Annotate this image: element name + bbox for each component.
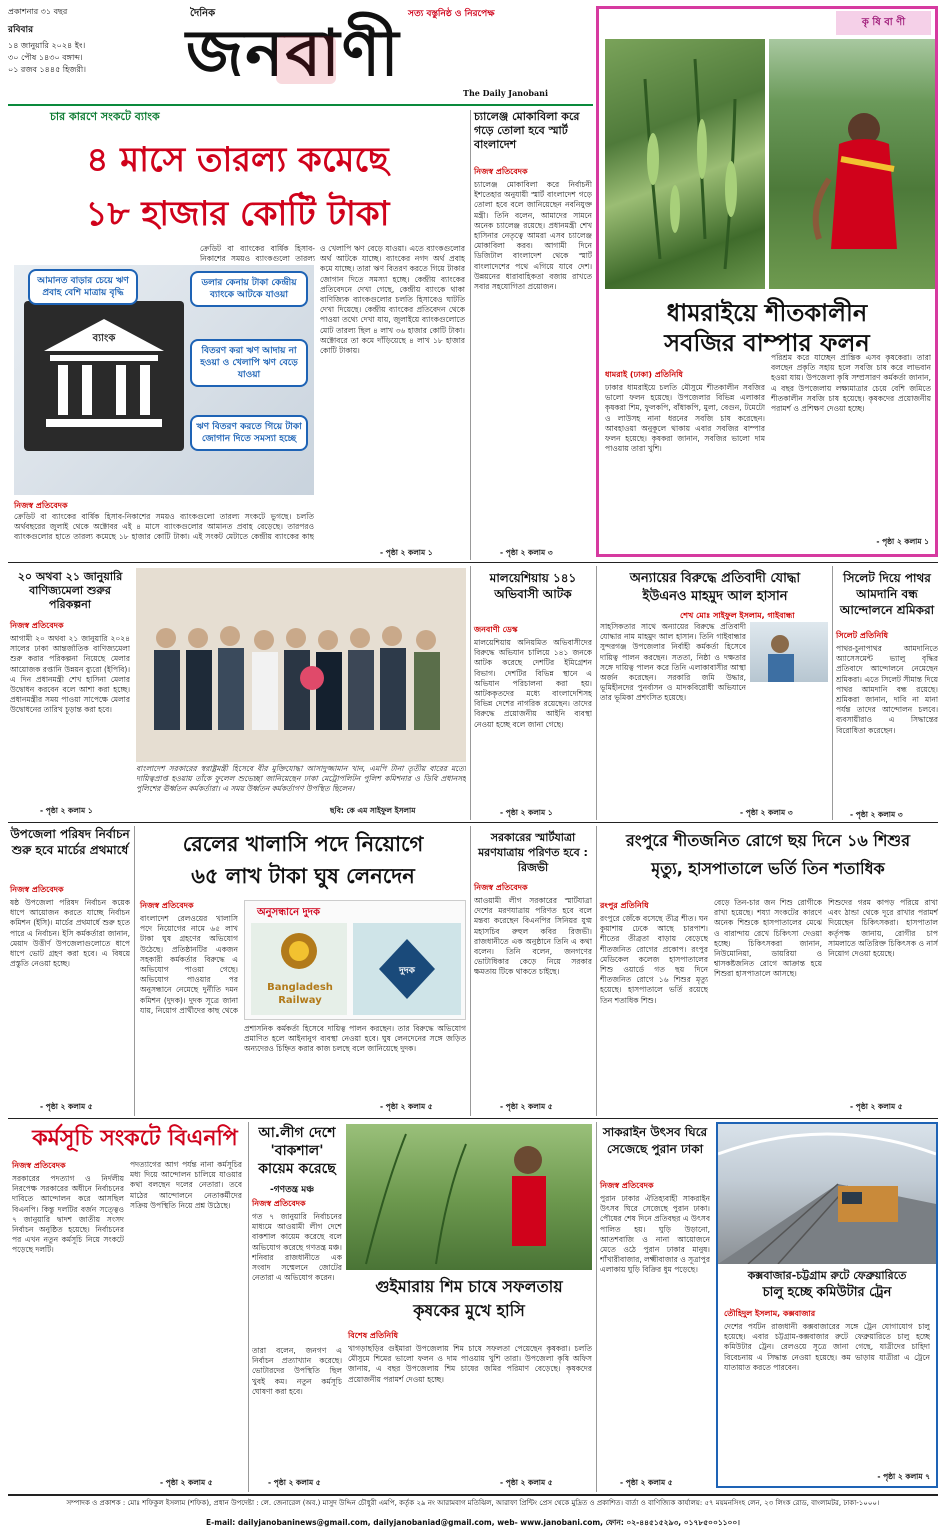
section-rule-1	[8, 562, 938, 563]
lead-text-col2: ও খেলাপি ঋণ বেড়ে যাওয়া। এতে ব্যাংকগুলোর অর্থ আটকে যাচ্ছে। ব্যাংকের নগদ অর্থ প্রবাহ কমে যাচ্ছে। তারা ঋণ বিতরণ করতে গিয়ে টাকার জোগান দিতে সমস্যা হচ্ছে। কেন্দ্রীয় ব্যাংকের প্রতিবেদনে দেখা গেছে, কেন্দ্রীয় ব্যাংকে থাকা বাণিজ্যিক ব্যাংকগুলোর চলতি হিসাবেও ঘাটতি দেখা দিয়েছে। কেন্দ্রীয় ব্যাংকের প্রতিবেদন থেকে পাওয়া তথ্যে দেখা যায়, জুলাইয়ে ব্যাংকগুলোতে মোট তারল্য ছিল ৪ লাখ ৩৬ হাজার কোটি টাকা। অক্টোবরে তা কমে দাঁড়িয়েছে ৪ লাখ ১৮ হাজার কোটি টাকায়।	[320, 244, 465, 356]
commuter-continued: - পৃষ্ঠা ২ কলাম ৭	[877, 1472, 930, 1481]
railway-inset-label: অনুসন্ধানে দুদক	[257, 907, 321, 918]
bean-farmer-photo	[346, 1124, 592, 1270]
sakrain-text: পুরান ঢাকার ঐতিহ্যবাহী সাকরাইন উৎসব ঘিরে সেজেছে পুরান ঢাকা। পৌষের শেষ দিনে প্রতিবছর এ উৎসব পালিত হয়। ঘুড়ি উড়ানো, আতশবাজি ও নানা আয়োজনে মেতে ওঠে পুরান ঢাকার মানুষ। শাঁখারীবাজার, লক্ষ্মীবাজার ও সূত্রাপুর এলাকায় ঘুড়ি বিক্রির ধুম পড়েছে।	[600, 1194, 710, 1275]
col-rule-6	[470, 826, 471, 1116]
al-baksal-text-col1: গত ৭ জানুয়ারি নির্বাচনের মাধ্যমে আওয়ামী লীগ দেশে বাকশাল কায়েম করেছে বলে অভিযোগ করেছে গণতন্ত্র মঞ্চ। শনিবার রাজধানীতে এক সংবাদ সম্মেলনে জোটের নেতারা এ অভিযোগ করেন।	[252, 1212, 342, 1283]
railway-logo-text: Bangladesh Railway	[267, 982, 333, 1006]
lead-text-col1: ক্রেডিট বা ব্যাংকের বার্ষিক হিসাব-নিকাশের সময়ও ব্যাংকগুলো তারল্য	[200, 244, 315, 264]
newspaper-logo: জনবাণী	[186, 17, 401, 91]
trade-fair-byline: নিজস্ব প্রতিবেদক	[10, 621, 64, 630]
railway-continued: - পৃষ্ঠা ২ কলাম ৫	[380, 1102, 433, 1111]
section-rule-2	[8, 822, 938, 823]
trade-fair-headline: ২০ অথবা ২১ জানুয়ারি বাণিজ্যমেলা শুরুর পরিকল্পনা	[17, 570, 123, 611]
group-photo-graphic	[136, 568, 466, 762]
lead-headline-1: ৪ মাসে তারল্য কমেছে	[86, 140, 389, 180]
upazila-headline: উপজেলা পরিষদ নির্বাচন শুরু হবে মার্চের প্রথমার্ধে	[10, 827, 130, 857]
rijvi-headline: সরকারের স্মার্টযাত্রা মরণযাত্রায় পরিণত হবে : রিজভী	[478, 831, 588, 874]
center-photo-caption: বাংলাদেশ সরকারের স্বরাষ্ট্রমন্ত্রী হিসেবে বীর মুক্তিযোদ্ধা আসাদুজ্জামান খান, এমপি টানা তৃতীয় বারের মতো দায়িত্বপ্রাপ্ত হওয়ায় তাঁকে ফুলেল শুভেচ্ছা জানিয়েছেন ঢাকা মেট্রোপলিটন পুলিশ কমিশনার ও ডিবি প্রধানসহ পুলিশের ঊর্ধ্বতন কর্মকর্তারা। এ সময় উর্ধ্বতন কর্মকর্তাগণ উপস্থিত ছিলেন।	[136, 764, 466, 794]
dhamrai-headline-1: ধামরাইয়ে শীতকালীন	[666, 299, 868, 327]
uno-photo	[750, 622, 828, 682]
guimara-headline-2: কৃষকের মুখে হাসি	[413, 1301, 525, 1320]
sylhet-headline: সিলেট দিয়ে পাথর আমদানি বন্ধ আন্দোলনে শ্রমিকরা	[839, 571, 935, 617]
dhamrai-headline-2: সবজির বাম্পার ফলন	[664, 329, 870, 357]
col-rule-8	[248, 1122, 249, 1492]
railway-text-col2: প্রশাসনিক কর্মকর্তা হিসেবে দায়িত্ব পালন করছেন। তার বিরুদ্ধে অভিযোগ প্রমাণিত হলে আইনানুগ ব্যবস্থা নেওয়া হবে। ঘুষ লেনদেনের সঙ্গে জড়িত অন্যদেরও চিহ্নিত করার কাজ চলছে বলে জানিয়েছে দুদক।	[244, 1024, 466, 1054]
dhamrai-text-col2: পরিশ্রম করে যাচ্ছেন প্রান্তিক এসব কৃষকেরা। তারা বলছেন প্রকৃতি সহায় হলে সবজি চাষ করে লাভবান হওয়া যায়। উপজেলা কৃষি সম্প্রসারণ কর্মকর্তা জানান, এ বছর উপজেলায় লক্ষ্যমাত্রার চেয়ে বেশি জমিতে শীতকালীন সবজি চাষ হয়েছে। কৃষকদের প্রয়োজনীয় পরামর্শ ও প্রশিক্ষণ দেওয়া হচ্ছে।	[771, 353, 931, 414]
bnp-headline: কর্মসূচি সংকটে বিএনপি	[32, 1126, 238, 1151]
rangpur-headline-1: রংপুরে শীতজনিত রোগে ছয় দিনে ১৬ শিশুর	[625, 831, 911, 850]
al-baksal-headline-3: কায়েম করেছে	[258, 1161, 336, 1177]
guimara-text: খাগড়াছড়ির গুইমারা উপজেলায় শিম চাষে সফলতা পেয়েছেন কৃষকরা। চলতি মৌসুমে শিমের ভালো ফলন ও দাম পাওয়ায় খুশি তারা। উপজেলা কৃষি অফিস জানায়, এ বছর উপজেলায় শিম চাষের জমির পরিমাণ বেড়েছে। কৃষকদের প্রয়োজনীয় পরামর্শ দেওয়া হচ্ছে।	[348, 1344, 592, 1384]
sakrain-byline: নিজস্ব প্রতিবেদক	[600, 1181, 654, 1190]
english-name: The Daily Janobani	[463, 88, 549, 98]
publication-year: প্রকাশনার ৩১ বছর	[8, 7, 68, 16]
guimara-continued: - পৃষ্ঠা ২ কলাম ৫	[500, 1478, 553, 1487]
duduk-panel	[353, 923, 461, 1015]
farmer-photo	[769, 39, 935, 289]
farmer-field-graphic	[346, 1124, 592, 1270]
upazila-text: ষষ্ঠ উপজেলা পরিষদ নির্বাচন কয়েক ধাপে আয়োজন করতে যাচ্ছে নির্বাচন কমিশন (ইসি)। মার্চের প্রথমার্ধে শুরু হতে পারে এ নির্বাচন। ইসি কর্মকর্তারা জানান, মেয়াদ উত্তীর্ণ উপজেলাগুলোতে ধাপে ধাপে ভোট গ্রহণ করা হবে। এ বিষয়ে প্রস্তুতি নেওয়া হচ্ছে।	[10, 898, 130, 969]
col-rule-7	[596, 826, 597, 1116]
al-baksal-headline-1: আ.লীগ দেশে	[258, 1125, 336, 1141]
rijvi-text: আওয়ামী লীগ সরকারের স্মার্টযাত্রা দেশের মরণযাত্রায় পরিণত হবে বলে মন্তব্য করেছেন বিএনপির সিনিয়র যুগ্ম মহাসচিব রুহুল কবির রিজভী। রাজধানীতে এক অনুষ্ঠানে তিনি এ কথা বলেন। তিনি বলেন, জনগণের ভোটাধিকার কেড়ে নিয়ে সরকার ক্ষমতায় টিকে থাকতে চাইছে।	[474, 896, 592, 977]
al-baksal-continued: - পৃষ্ঠা ২ কলাম ৫	[268, 1478, 321, 1487]
bullet-1: আমানত বাড়ার চেয়ে ঋণ প্রবাহ বেশি মাত্রায় বৃদ্ধি	[28, 269, 138, 305]
rangpur-text-col2: বেড়ে তিন-চার জন শিশু রোগীকে রাখা হয়েছে। শয্যা সংকটের কারণে অনেক শিশুকে হাসপাতালের মেঝে ও বারান্দায় রেখে চিকিৎসা দেওয়া হচ্ছে। চিকিৎসকরা জানান, নিউমোনিয়া, ডায়রিয়া ও শ্বাসকষ্টজনিত রোগে আক্রান্ত হয়ে শিশুরা হাসপাতালে আসছে।	[714, 898, 822, 979]
uno-text: সাহসিকতার সাথে অন্যায়ের বিরুদ্ধে প্রতিবাদী যোদ্ধার নাম মাহমুদ আল হাসান। তিনি গাইবান্ধার সুন্দরগঞ্জ উপজেলার নির্বাহী কর্মকর্তা হিসেবে দায়িত্ব পালন করছেন। সততা, নিষ্ঠা ও দক্ষতার সঙ্গে দায়িত্ব পালন করে তিনি এলাকাবাসীর আস্থা অর্জন করেছেন। সরকারি জমি উদ্ধার, ভূমিহীনদের পুনর্বাসন ও মাদকবিরোধী অভিযানে তার ভূমিকা প্রশংসিত হয়েছে।	[600, 622, 746, 703]
dhamrai-text-col1: ঢাকার ধামরাইয়ে চলতি মৌসুমে শীতকালীন সবজির ভালো ফলন হয়েছে। উপজেলার বিভিন্ন এলাকার কৃষকরা শিম, ফুলকপি, বাঁধাকপি, মুলা, বেগুন, টমেটো ও লাউসহ নানা ধরনের সবজি চাষ করেছেন। আবহাওয়া অনুকূলে থাকায় এবার সবজির বাম্পার ফলন হয়েছে। কৃষকরা জানান, সবজির ভালো দাম পাওয়ায় তারা খুশি।	[605, 383, 765, 454]
duduk-label: দুদক	[399, 966, 415, 976]
commuter-headline-1: কক্সবাজার-চট্টগ্রাম রুটে ফেব্রুয়ারিতে	[747, 1269, 907, 1282]
trade-fair-text: আগামী ২০ অথবা ২১ জানুয়ারি ২০২৪ সালের ঢাকা আন্তর্জাতিক বাণিজ্যমেলা শুরু করার পরিকল্পনা নিয়েছে মেলার আয়োজক রপ্তানি উন্নয়ন ব্যুরো (ইপিবি)। এ দিন প্রধানমন্ত্রী শেখ হাসিনা মেলার উদ্বোধন করবেন বলে আশা করা হচ্ছে। প্রধানমন্ত্রীর সময় পাওয়া সাপেক্ষে মেলার উদ্বোধনের তারিখ চূড়ান্ত করা হবে।	[10, 634, 130, 715]
al-baksal-text-col2: তারা বলেন, জনগণ এ নির্বাচন প্রত্যাখ্যান করেছে। ভোটারদের উপস্থিতি ছিল খুবই কম। নতুন কর্মসূচি ঘোষণা করা হবে।	[252, 1346, 342, 1396]
train-photo	[718, 1124, 936, 1264]
dhamrai-byline: ধামরাই (ঢাকা) প্রতিনিধি	[605, 370, 683, 379]
lead-headline-2: ১৮ হাজার কোটি টাকা	[85, 194, 390, 234]
footer-rule	[8, 1494, 938, 1496]
train-graphic	[718, 1124, 936, 1264]
uno-headline-2: ইউএনও মাহমুদ আল হাসান	[642, 589, 788, 604]
malaysia-byline: জনবাণী ডেস্ক	[474, 625, 518, 634]
malaysia-headline: মালয়েশিয়ায় ১৪১ অভিবাসী আটক	[489, 571, 577, 601]
bnp-text-col2: পদত্যাগের আগ পর্যন্ত নানা কর্মসূচির মধ্য দিয়ে আন্দোলন চালিয়ে যাওয়ার কথা বলছেন দলের নেতারা। তবে মাঠের আন্দোলনে নেতাকর্মীদের সক্রিয় উপস্থিতি নিয়ে প্রশ্ন উঠেছে।	[130, 1160, 242, 1210]
commuter-box	[716, 1122, 938, 1488]
footer-imprint: সম্পাদক ও প্রকাশক : মোঃ শফিকুল ইসলাম (শফিক), প্রধান উপদেষ্টা : লে. জেনারেল (অব.) মাসুদ উদ্দিন চৌধুরী এমপি, কর্তৃক ২৯ নং আরামবাগ মতিঝিল, আরাফা প্রিন্টিং প্রেস থেকে মুদ্রিত ও প্রকাশিত। বার্তা ও বাণিজ্যিক কার্যালয়: ৫৭ ময়মনসিংহ লেন, ২৩ লিংক রোড, বাংলামটর, ঢাকা-১০০০।	[66, 1499, 880, 1507]
bean-plant-photo	[605, 39, 765, 289]
krishi-bani-section	[596, 6, 938, 557]
center-photo-credit: ছবি: কে এম সাইফুল ইসলাম	[330, 806, 416, 815]
railway-byline: নিজস্ব প্রতিবেদক	[140, 901, 194, 910]
lead-byline: নিজস্ব প্রতিবেদক	[14, 501, 68, 510]
logo-accent	[276, 36, 336, 84]
col-rule-9	[596, 1122, 597, 1492]
smart-bd-text: চ্যালেঞ্জ মোকাবিলা করে নির্বাচনী ইশতেহার অনুযায়ী স্মার্ট বাংলাদেশ গড়ে তোলা হবে বলে জানিয়েছেন নবনিযুক্ত মন্ত্রী। তিনি বলেন, আমাদের সামনে অনেক চ্যালেঞ্জ রয়েছে। প্রধানমন্ত্রী শেখ হাসিনার নেতৃত্বে আমরা এসব চ্যালেঞ্জ মোকাবিলা করব। আগামী দিনে ডিজিটাল বাংলাদেশ থেকে স্মার্ট বাংলাদেশের পথে এগিয়ে যাবে দেশ। উন্নয়নের ধারাবাহিকতা বজায় রাখতে সবার সহযোগিতা প্রয়োজন।	[474, 180, 592, 292]
bank-label: ব্যাংক	[92, 333, 116, 344]
center-photo	[136, 568, 466, 762]
date-hijri: ০১ রজব ১৪৪৫ হিজরী।	[8, 65, 86, 74]
uno-byline: শেখ মোঃ সাইফুল ইসলাম, গাইবান্ধা	[680, 611, 795, 620]
guimara-headline-1: গুইমারায় শিম চাষে সফলতায়	[375, 1277, 563, 1296]
col-rule-3	[596, 566, 597, 820]
upazila-continued: - পৃষ্ঠা ২ কলাম ৫	[40, 1102, 93, 1111]
bnp-text-col1: সরকারের পদত্যাগ ও নির্দলীয় নিরপেক্ষ সরকারের অধীনে নির্বাচনের দাবিতে আন্দোলন করে আসছিল বিএনপি। কিন্তু দলটির বর্জন সত্ত্বেও ৭ জানুয়ারি দ্বাদশ জাতীয় সংসদ নির্বাচন অনুষ্ঠিত হয়েছে। নির্বাচনের পর এখন নতুন কর্মসূচি নিয়ে সংকটে পড়েছে দলটি।	[12, 1174, 124, 1255]
railway-headline-1: রেলের খালাসি পদে নিয়োগে	[182, 832, 424, 856]
section-rule-3	[8, 1118, 938, 1119]
bnp-continued: - পৃষ্ঠা ২ কলাম ৫	[160, 1478, 213, 1487]
malaysia-continued: - পৃষ্ঠা ২ কলাম ১	[500, 808, 553, 817]
upazila-byline: নিজস্ব প্রতিবেদক	[10, 885, 64, 894]
rijvi-byline: নিজস্ব প্রতিবেদক	[474, 883, 528, 892]
lead-continued: - পৃষ্ঠা ২ কলাম ১	[380, 548, 433, 557]
date-bangla: ৩০ পৌষ ১৪৩০ বঙ্গাব্দ।	[8, 53, 83, 62]
sylhet-byline: সিলেট প্রতিনিধি	[836, 631, 888, 640]
bullet-4: ঋণ বিতরণ করতে গিয়ে টাকা জোগান দিতে সমস্যা হচ্ছে	[190, 415, 308, 451]
railway-logo-panel	[251, 923, 347, 1015]
footer-contact: E-mail: dailyjanobaninews@gmail.com, dailyjanobaniad@gmail.com, web- www.janobani.com, ফোন: ০২-৪৪৫১৫২৯৩, ০১৭৮৫০০১১০০।	[206, 1518, 740, 1527]
day-label: রবিবার	[8, 25, 34, 35]
al-baksal-headline-2: 'বাকশাল'	[270, 1143, 324, 1159]
bullet-3: বিতরণ করা ঋণ আদায় না হওয়া ও খেলাপি ঋণ বেড়ে যাওয়া	[190, 339, 308, 387]
sylhet-text: পাথর-চুনাপাথর আমদানিতে অ্যাসেসমেন্ট ভ্যালু বৃদ্ধির প্রতিবাদে আন্দোলনে নেমেছেন শ্রমিকরা। এতে সিলেট সীমান্ত দিয়ে পাথর আমদানি বন্ধ রয়েছে। শ্রমিকরা জানান, দাবি না মানা পর্যন্ত তাদের আন্দোলন চলবে। ব্যবসায়ীরাও এ সিদ্ধান্তের বিরোধিতা করেছেন।	[836, 644, 938, 735]
malaysia-text: মালয়েশিয়ায় অনিয়মিত অভিবাসীদের বিরুদ্ধে অভিযান চালিয়ে ১৪১ জনকে আটক করেছে দেশটির ইমিগ্রেশন বিভাগ। দেশটির বিভিন্ন স্থানে এ অভিযান পরিচালনা করা হয়। আটককৃতদের মধ্যে বাংলাদেশিসহ বিভিন্ন দেশের নাগরিক রয়েছেন। তাদের বিরুদ্ধে প্রয়োজনীয় আইনি ব্যবস্থা নেওয়া হচ্ছে বলে জানা গেছে।	[474, 638, 592, 729]
rangpur-text-col1: রংপুরে জেঁকে বসেছে তীব্র শীত। ঘন কুয়াশায় ঢেকে আছে চারপাশ। শীতের তীব্রতা বাড়ায় বেড়েছে শীতজনিত রোগের প্রকোপ। রংপুর মেডিকেল কলেজ হাসপাতালের শিশু ওয়ার্ডে গত ছয় দিনে শীতজনিত রোগে ১৬ শিশুর মৃত্যু হয়েছে। হাসপাতালে ভর্তি রয়েছে তিন শতাধিক শিশু।	[600, 914, 708, 1005]
masthead-prefix: দৈনিক	[190, 8, 216, 19]
railway-inset	[244, 900, 466, 1020]
uno-portrait-graphic	[750, 622, 828, 682]
col-rule-5	[134, 826, 135, 1116]
smart-bd-byline: নিজস্ব প্রতিবেদক	[474, 167, 528, 176]
commuter-headline-2: চালু হচ্ছে কমিউটার ট্রেন	[762, 1285, 892, 1300]
al-baksal-byline: নিজস্ব প্রতিবেদক	[252, 1199, 306, 1208]
sylhet-continued: - পৃষ্ঠা ২ কলাম ৩	[850, 810, 903, 819]
bank-icon	[24, 301, 184, 451]
masthead	[8, 6, 593, 106]
lead-kicker: চার কারণে সংকটে ব্যাংক	[50, 110, 160, 123]
bullet-2: ডলার কেনায় টাকা কেন্দ্রীয় ব্যাংকে আটকে যাওয়া	[190, 271, 308, 307]
rijvi-continued: - পৃষ্ঠা ২ কলাম ৫	[500, 1102, 553, 1111]
rangpur-text-col3: শিশুদের গরম কাপড় পরিয়ে রাখা এবং ঠান্ডা থেকে দূরে রাখার পরামর্শ দিয়েছেন চিকিৎসকরা। হাসপাতাল কর্তৃপক্ষ জানায়, রোগীর চাপ সামলাতে অতিরিক্ত চিকিৎসক ও নার্স নিয়োগ দেওয়া হয়েছে।	[828, 898, 938, 959]
commuter-text: দেশের পর্যটন রাজধানী কক্সবাজারের সঙ্গে ট্রেন যোগাযোগ চালু হয়েছে। এবার চট্টগ্রাম-কক্সবাজার রুটে ফেব্রুয়ারিতে চালু হচ্ছে কমিউটার ট্রেন। রেলওয়ে সূত্রে জানা গেছে, যাত্রীদের চাহিদা বিবেচনায় এ সিদ্ধান্ত নেওয়া হয়েছে। কম ভাড়ায় যাত্রীরা এ ট্রেনে যাতায়াত করতে পারবেন।	[724, 1322, 930, 1372]
bnp-byline: নিজস্ব প্রতিবেদক	[12, 1161, 66, 1170]
smart-bd-continued: - পৃষ্ঠা ২ কলাম ৩	[500, 548, 553, 557]
rangpur-continued: - পৃষ্ঠা ২ কলাম ৫	[850, 1102, 903, 1111]
col-rule-4	[832, 566, 833, 820]
sakrain-continued: - পৃষ্ঠা ২ কলাম ৫	[620, 1478, 673, 1487]
railway-text-col1: বাংলাদেশ রেলওয়ের খালাসি পদে নিয়োগের নামে ৬৫ লাখ টাকা ঘুষ গ্রহণের অভিযোগ উঠেছে। প্রতিষ্ঠানটির একজন সহকারী কর্মকর্তার বিরুদ্ধে এ অভিযোগ পাওয়া গেছে। অভিযোগ পাওয়ার পর অনুসন্ধানে নেমেছে দুর্নীতি দমন কমিশন (দুদক)। দুদক সূত্রে জানা যায়, নিয়োগ প্রার্থীদের কাছ থেকে	[140, 914, 238, 1014]
section-tag: কৃ ষি বা ণী	[836, 11, 931, 35]
tagline: সত্য বস্তুনিষ্ঠ ও নিরপেক্ষ	[408, 9, 495, 19]
smart-bd-headline: চ্যালেঞ্জ মোকাবিলা করে গড়ে তোলা হবে স্মার্ট বাংলাদেশ	[474, 110, 580, 151]
sakrain-headline: সাকরাইন উৎসব ঘিরে সেজেছে পুরান ঢাকা	[602, 1125, 708, 1156]
trade-fair-continued: - পৃষ্ঠা ২ কলাম ১	[40, 806, 93, 815]
al-baksal-subhead: -গণতন্ত্র মঞ্চ	[270, 1185, 315, 1195]
railway-headline-2: ৬৫ লাখ টাকা ঘুষ লেনদেন	[191, 864, 415, 888]
uno-continued: - পৃষ্ঠা ২ কলাম ৩	[740, 808, 793, 817]
bean-pods-graphic	[605, 39, 765, 289]
uno-headline-1: অন্যায়ের বিরুদ্ধে প্রতিবাদী যোদ্ধা	[629, 571, 801, 586]
railway-emblem-icon	[251, 923, 347, 983]
farmer-graphic	[769, 39, 935, 289]
guimara-byline: বিশেষ প্রতিনিধি	[348, 1331, 398, 1340]
date-english: ১৪ জানুয়ারি ২০২৪ ইং।	[8, 41, 86, 50]
commuter-byline: তৌহিদুল ইসলাম, কক্সবাজার	[724, 1309, 816, 1318]
masthead-rule	[8, 104, 593, 106]
lead-bullet-panel	[14, 265, 314, 495]
bank-building	[24, 301, 184, 451]
rangpur-byline: রংপুর প্রতিনিধি	[600, 901, 649, 910]
col-rule-2	[470, 566, 471, 820]
rangpur-headline-2: মৃত্যু, হাসপাতালে ভর্তি তিন শতাধিক	[651, 859, 885, 878]
lead-text-col1b: ক্রেডিট বা ব্যাংকের বার্ষিক হিসাব-নিকাশের সময়ও ব্যাংকগুলো তারল্য সংকটে ভুগছে। চলতি অর্থবছরের জুলাই থেকে অক্টোবর এই ৪ মাসে ব্যাংকগুলোর আমানত প্রবাহ বেড়েছে। তারপরও ব্যাংকগুলোর হাতে তারল্য কমেছে ১৮ হাজার কোটি টাকা। এই সংকট মেটাতে কেন্দ্রীয় ব্যাংকের কাছ	[14, 512, 314, 542]
dhamrai-continued: - পৃষ্ঠা ২ কলাম ১	[876, 537, 929, 546]
col-rule-1	[470, 110, 471, 560]
